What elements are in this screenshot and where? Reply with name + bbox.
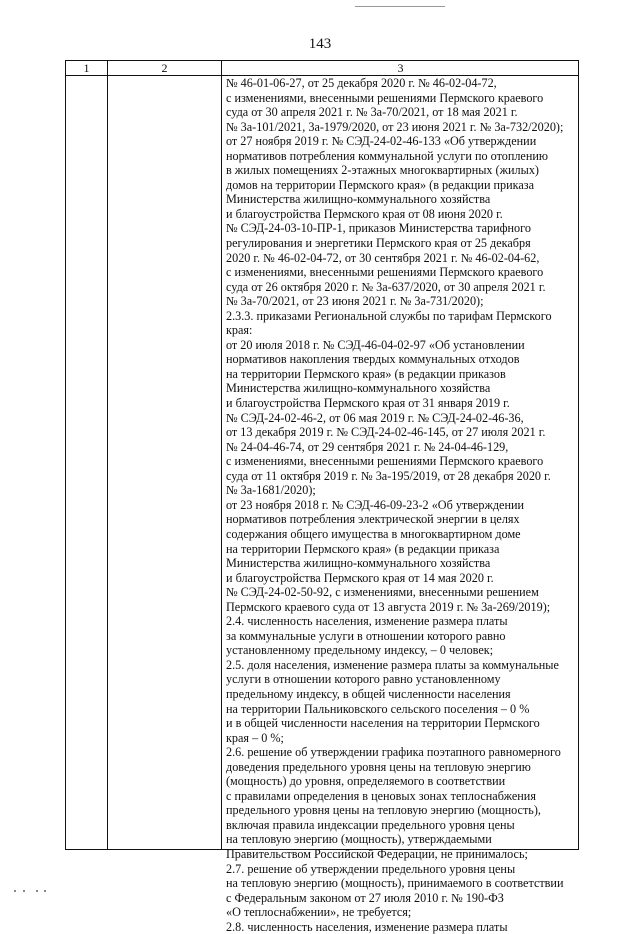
text-line: с Федеральным законом от 27 июля 2010 г. № 190-ФЗ bbox=[226, 890, 504, 905]
scan-edge-mark bbox=[355, 6, 445, 7]
text-line: 2.4. численность населения, изменение размера платы bbox=[226, 614, 508, 629]
text-line: № СЭД-24-02-46-2, от 06 мая 2019 г. № СЭД-24-02-46-36, bbox=[226, 410, 524, 425]
scan-artifact bbox=[14, 890, 54, 894]
column-divider-2 bbox=[221, 61, 222, 849]
text-line: 2.8. численность населения, изменение размера платы bbox=[226, 919, 508, 934]
column-header-1: 1 bbox=[83, 61, 90, 75]
text-line: включая правила индексации предельного уровня цены bbox=[226, 817, 515, 832]
text-line: и в общей численности населения на территории Пермского bbox=[226, 716, 540, 731]
text-line: на территории Пермского края» (в редакции приказа bbox=[226, 541, 500, 556]
text-line: края – 0 %; bbox=[226, 730, 284, 745]
text-line: № 3а-101/2021, 3а-1979/2020, от 23 июня 2021 г. № 3а-732/2020); bbox=[226, 119, 564, 134]
text-line: и благоустройства Пермского края от 14 мая 2020 г. bbox=[226, 570, 494, 585]
text-line: (мощность) до уровня, определяемого в соответствии bbox=[226, 774, 506, 789]
text-line: Министерства жилищно-коммунального хозяйства bbox=[226, 556, 491, 571]
text-line: регулирования и энергетики Пермского края от 25 декабря bbox=[226, 236, 531, 251]
text-line: № СЭД-24-02-50-92, с изменениями, внесенными решением bbox=[226, 585, 539, 600]
text-line: 2.7. решение об утверждении предельного уровня цены bbox=[226, 861, 516, 876]
text-line: Министерства жилищно-коммунального хозяйства bbox=[226, 192, 491, 207]
column-3-text bbox=[226, 76, 576, 934]
text-line: с изменениями, внесенными решениями Пермского краевого bbox=[226, 90, 544, 105]
text-line: суда от 11 октября 2019 г. № 3а-195/2019, от 28 декабря 2020 г. bbox=[226, 468, 551, 483]
text-line: Правительством Российской Федерации, не принималось; bbox=[226, 846, 528, 861]
text-line: в жилых помещениях 2-этажных многоквартирных (жилых) bbox=[226, 163, 539, 178]
text-line: 2.6. решение об утверждении графика поэтапного равномерного bbox=[226, 745, 561, 760]
text-line: от 23 ноября 2018 г. № СЭД-46-09-23-2 «Об утверждении bbox=[226, 497, 525, 512]
text-line: Министерства жилищно-коммунального хозяйства bbox=[226, 381, 491, 396]
text-line: и благоустройства Пермского края от 31 января 2019 г. bbox=[226, 396, 510, 411]
text-line: от 20 июля 2018 г. № СЭД-46-04-02-97 «Об установлении bbox=[226, 337, 525, 352]
text-line: нормативов накопления твердых коммунальных отходов bbox=[226, 352, 520, 367]
text-line: 2.3.3. приказами Региональной службы по тарифам Пермского bbox=[226, 308, 552, 323]
text-line: суда от 26 октября 2020 г. № 3а-637/2020, от 30 апреля 2021 г. bbox=[226, 279, 546, 294]
column-header-2: 2 bbox=[161, 61, 168, 75]
text-line: услуги в отношении которого равно установленному bbox=[226, 672, 501, 687]
text-line: на территории Пальниковского сельского поселения – 0 % bbox=[226, 701, 530, 716]
text-line: 2.5. доля населения, изменение размера платы за коммунальные bbox=[226, 657, 559, 672]
text-line: от 27 ноября 2019 г. № СЭД-24-02-46-133 «Об утверждении bbox=[226, 134, 537, 149]
text-line: на территории Пермского края» (в редакции приказов bbox=[226, 366, 506, 381]
text-line: предельного уровня цены на тепловую энергию (мощность), bbox=[226, 803, 541, 818]
text-line: № 46-01-06-27, от 25 декабря 2020 г. № 46-02-04-72, bbox=[226, 76, 497, 90]
text-line: содержания общего имущества в многоквартирном доме bbox=[226, 526, 521, 541]
text-line: и благоустройства Пермского края от 08 июня 2020 г. bbox=[226, 206, 503, 221]
text-line: № 24-04-46-74, от 29 сентября 2021 г. № 24-04-46-129, bbox=[226, 439, 509, 454]
text-line: установленному предельному индексу, – 0 человек; bbox=[226, 643, 494, 658]
text-line: края: bbox=[226, 323, 253, 338]
text-line: на тепловую энергию (мощность), принимаемого в соответствии bbox=[226, 876, 564, 891]
text-line: на тепловую энергию (мощность), утверждаемыми bbox=[226, 832, 492, 847]
page-number: 143 bbox=[308, 36, 332, 52]
text-line: суда от 30 апреля 2021 г. № 3а-70/2021, от 18 мая 2021 г. bbox=[226, 105, 518, 120]
column-header-3: 3 bbox=[397, 61, 404, 75]
text-line: «О теплоснабжении», не требуется; bbox=[226, 905, 412, 920]
text-line: 2020 г. № 46-02-04-72, от 30 сентября 2021 г. № 46-02-04-62, bbox=[226, 250, 540, 265]
text-line: нормативов потребления коммунальной услуги по отоплению bbox=[226, 148, 548, 163]
text-line: от 13 декабря 2019 г. № СЭД-24-02-46-145, от 27 июля 2021 г. bbox=[226, 425, 546, 440]
text-line: Пермского краевого суда от 13 августа 2019 г. № 3а-269/2019); bbox=[226, 599, 551, 614]
text-line: с правилами определения в ценовых зонах теплоснабжения bbox=[226, 788, 536, 803]
column-divider-1 bbox=[107, 61, 108, 849]
text-line: с изменениями, внесенными решениями Пермского краевого bbox=[226, 265, 544, 280]
text-line: с изменениями, внесенными решениями Пермского краевого bbox=[226, 454, 544, 469]
text-line: № СЭД-24-03-10-ПР-1, приказов Министерства тарифного bbox=[226, 221, 531, 236]
text-line: доведения предельного уровня цены на тепловую энергию bbox=[226, 759, 531, 774]
text-line: № 3а-70/2021, от 23 июня 2021 г. № 3а-731/2020); bbox=[226, 294, 484, 309]
text-line: за коммунальные услуги в отношении которого равно bbox=[226, 628, 506, 643]
text-line: домов на территории Пермского края» (в редакции приказа bbox=[226, 177, 535, 192]
text-line: предельному индексу, в общей численности населения bbox=[226, 686, 511, 701]
text-line: № 3а-1681/2020); bbox=[226, 483, 316, 498]
text-line: нормативов потребления электрической энергии в целях bbox=[226, 512, 520, 527]
